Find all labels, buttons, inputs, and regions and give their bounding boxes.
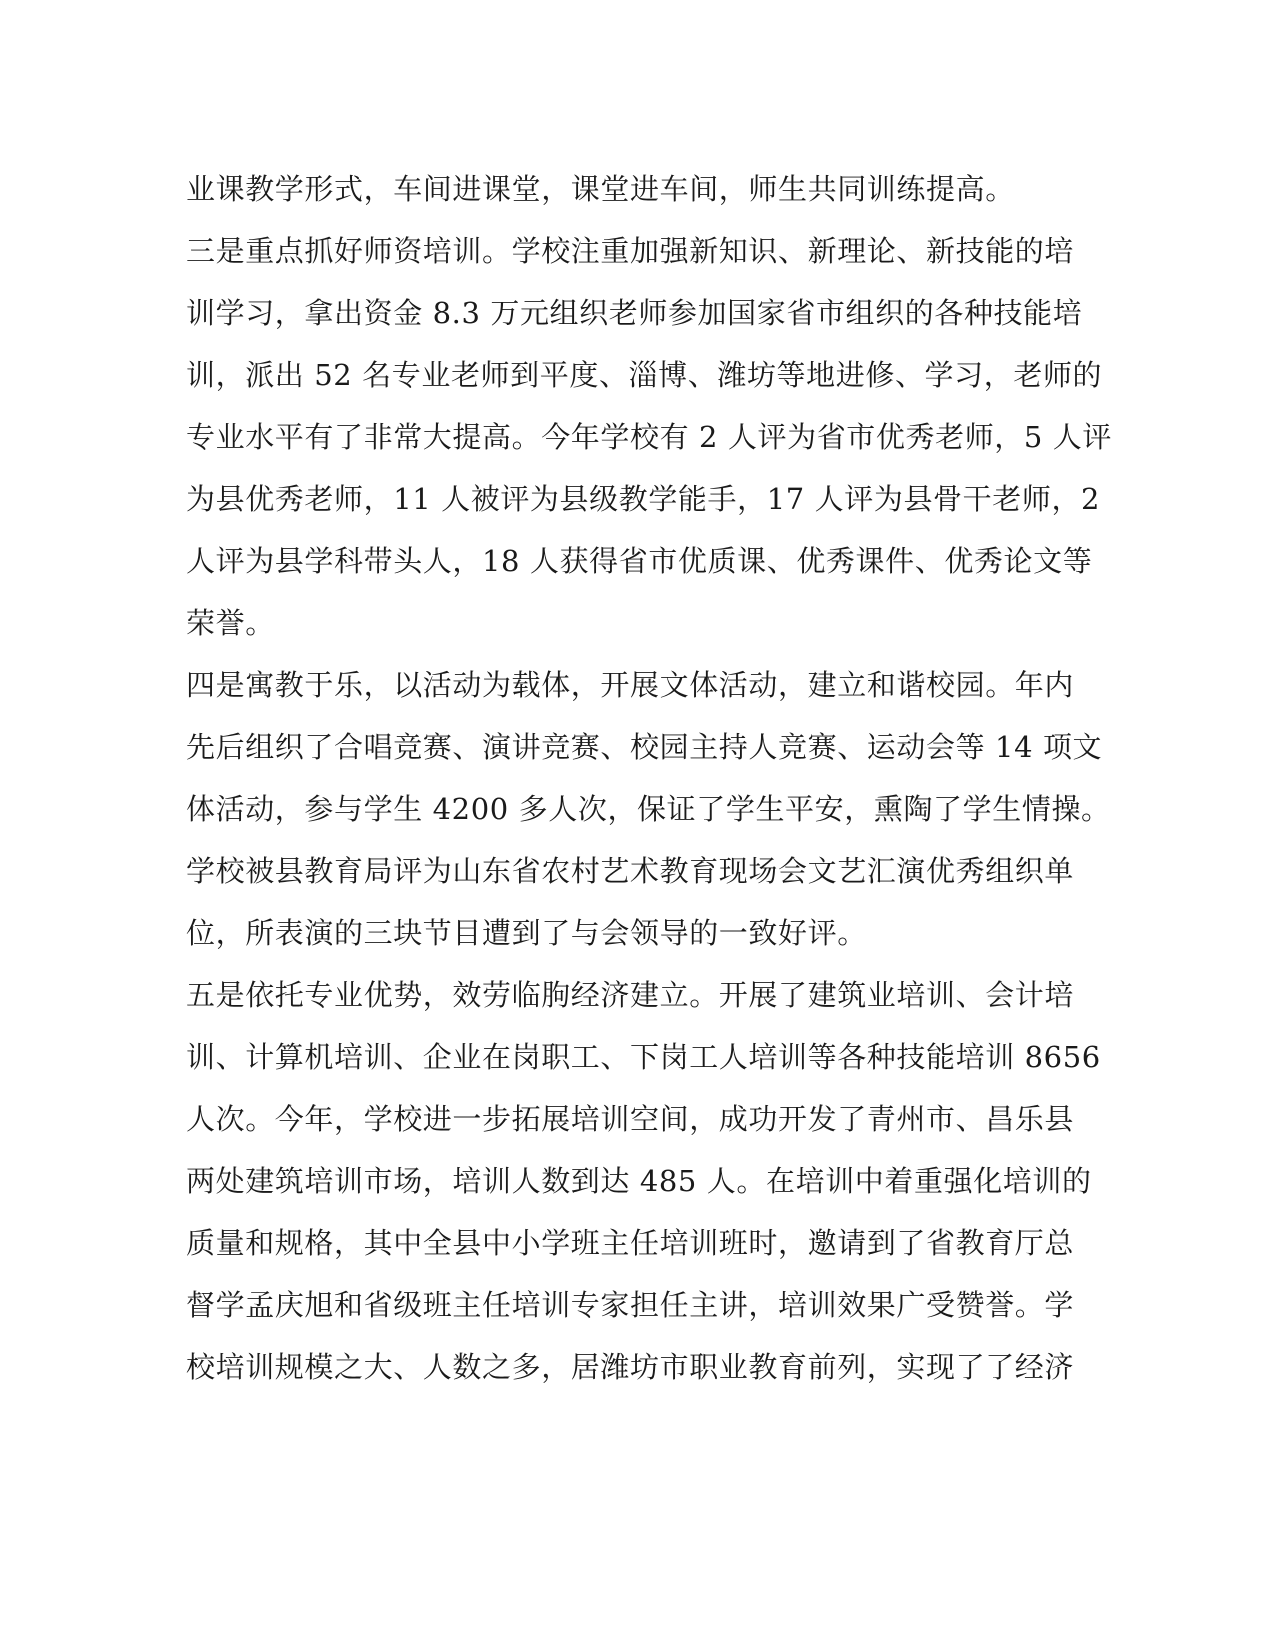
text-line: 督学孟庆旭和省级班主任培训专家担任主讲，培训效果广受赞誉。学: [186, 1288, 1075, 1322]
text-line: 训，派出 52 名专业老师到平度、淄博、潍坊等地进修、学习，老师的: [186, 358, 1103, 392]
text-line: 五是依托专业优势，效劳临朐经济建立。开展了建筑业培训、会计培: [186, 978, 1075, 1012]
text-line: 训、计算机培训、企业在岗职工、下岗工人培训等各种技能培训 8656: [186, 1040, 1101, 1074]
text-line: 专业水平有了非常大提高。今年学校有 2 人评为省市优秀老师，5 人评: [186, 420, 1112, 454]
text-line: 学校被县教育局评为山东省农村艺术教育现场会文艺汇演优秀组织单: [186, 854, 1075, 888]
text-line: 先后组织了合唱竞赛、演讲竞赛、校园主持人竞赛、运动会等 14 项文: [186, 730, 1103, 764]
text-line: 质量和规格，其中全县中小学班主任培训班时，邀请到了省教育厅总: [186, 1226, 1075, 1260]
text-line: 荣誉。: [186, 606, 275, 640]
text-line: 校培训规模之大、人数之多，居潍坊市职业教育前列，实现了了经济: [186, 1350, 1075, 1384]
text-line: 人次。今年，学校进一步拓展培训空间，成功开发了青州市、昌乐县: [186, 1102, 1075, 1136]
text-line: 位，所表演的三块节目遭到了与会领导的一致好评。: [186, 916, 867, 950]
body-text: [186, 158, 1112, 1398]
text-line: 四是寓教于乐，以活动为载体，开展文体活动，建立和谐校园。年内: [186, 668, 1075, 702]
text-line: 为县优秀老师，11 人被评为县级教学能手，17 人评为县骨干老师，2: [186, 482, 1101, 516]
text-line: 人评为县学科带头人，18 人获得省市优质课、优秀课件、优秀论文等: [186, 544, 1093, 578]
text-line: 业课教学形式，车间进课堂，课堂进车间，师生共同训练提高。: [186, 172, 1015, 206]
text-line: 两处建筑培训市场，培训人数到达 485 人。在培训中着重强化培训的: [186, 1164, 1092, 1198]
text-line: 三是重点抓好师资培训。学校注重加强新知识、新理论、新技能的培: [186, 234, 1075, 268]
text-line: 训学习，拿出资金 8.3 万元组织老师参加国家省市组织的各种技能培: [186, 296, 1083, 330]
text-line: 体活动，参与学生 4200 多人次，保证了学生平安，熏陶了学生情操。: [186, 792, 1111, 826]
